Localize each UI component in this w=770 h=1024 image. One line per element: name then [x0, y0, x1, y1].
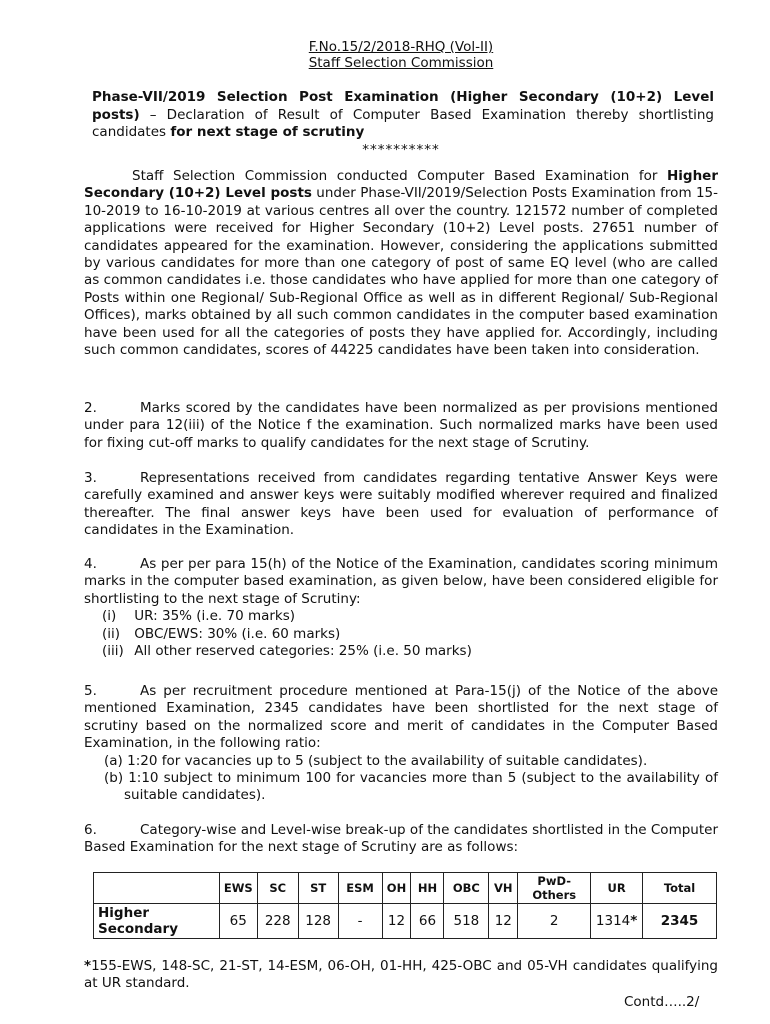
- continued-marker: Contd…..2/: [624, 994, 700, 1010]
- ur-value: 1314: [595, 913, 631, 929]
- para1-bold: Higher Secondary (10+2) Level posts: [84, 168, 718, 202]
- list-label: (b): [104, 770, 124, 787]
- file-number: F.No.15/2/2018-RHQ (Vol-II): [308, 39, 494, 55]
- table-header-cell: ST: [298, 873, 338, 904]
- subject-bold-end: for next stage of scrutiny: [170, 124, 365, 140]
- table-cell: 65: [219, 904, 257, 939]
- list-item: [84, 626, 718, 643]
- table-header-cell: ESM: [338, 873, 382, 904]
- list-item: [104, 770, 718, 805]
- table-header-cell: UR: [591, 873, 643, 904]
- paragraph-5: [84, 683, 718, 805]
- table-cell: 12: [382, 904, 411, 939]
- footnote-text: 155-EWS, 148-SC, 21-ST, 14-ESM, 06-OH, 01-HH, 425-OBC and 05-VH candidates qualifying at UR standard.: [84, 958, 718, 992]
- para5-text: As per recruitment procedure mentioned at Para-15(j) of the Notice of the above mentioned Examination, 2345 candidates have been shortlisted for the next stage of scrutiny based on the normalized score and merit of candidates in the Computer Based Examination, in the following ratio:: [84, 683, 718, 752]
- table-cell: 128: [298, 904, 338, 939]
- subject-normal: – Declaration of Result of Computer Based Examination thereby shortlisting candidates: [92, 106, 714, 140]
- para4-text: As per per para 15(h) of the Notice of the Examination, candidates scoring minimum marks in the computer based examination, as given below, have been considered eligible for shortlisting to the next stage of Scrutiny:: [84, 556, 718, 607]
- table-cell: 228: [257, 904, 298, 939]
- ur-asterisk: *: [630, 913, 638, 929]
- list-label: (a): [104, 752, 123, 769]
- separator-stars: **********: [362, 142, 440, 158]
- table-cell: 518: [444, 904, 489, 939]
- para3-text: Representations received from candidates regarding tentative Answer Keys were carefully examined and answer keys were suitably modified wherever required and finalized thereafter. The final answer keys have been used for evaluation of performance of candidates in the Examination.: [84, 470, 718, 539]
- list-item: [104, 753, 718, 770]
- row-label-line1: Higher: [98, 905, 150, 921]
- para1-text-a: Staff Selection Commission conducted Computer Based Examination for: [132, 168, 667, 184]
- table-header-cell: OBC: [444, 873, 489, 904]
- table-cell: 66: [411, 904, 444, 939]
- list-label: (iii): [102, 643, 124, 660]
- table-cell: 2: [518, 904, 591, 939]
- para1-text-c: under Phase-VII/2019/Selection Posts Examination from 15-10-2019 to 16-10-2019 at various centres all over the country. 121572 number of completed applications were received for Higher Secondary (10+2) Level posts. 27651 number of candidates appeared for the examination. However, considering the applications submitted by various candidates for more than one category of post of same EQ level (who are called as common candidates i.e. those candidates who have applied for more than one category of Posts within one Regional/ Sub-Regional Office as well as in different Regional/ Sub-Regional Offices), marks obtained by all such common candidates in the computer based examination have been used for all the categories of posts they have applied for. Accordingly, including such common candidates, scores of 44225 candidates have been taken into consideration.: [84, 185, 718, 359]
- paragraph-1: [84, 168, 718, 359]
- paragraph-6: [84, 822, 718, 857]
- para6-text: Category-wise and Level-wise break-up of the candidates shortlisted in the Computer Based Examination for the next stage of Scrutiny are as follows:: [84, 822, 718, 856]
- table-cell-ur: [591, 904, 643, 939]
- table-header-cell: OH: [382, 873, 411, 904]
- list-text: UR: 35% (i.e. 70 marks): [134, 608, 296, 625]
- table-cell-total: 2345: [643, 904, 717, 939]
- table-header-cell: VH: [489, 873, 518, 904]
- list-label: (i): [102, 608, 117, 625]
- subject-line: [92, 89, 714, 142]
- list-item: [84, 608, 718, 625]
- paragraph-2: [84, 400, 718, 452]
- table-row: [94, 904, 717, 939]
- table-header-cell: Total: [643, 873, 717, 904]
- table-header-cell: SC: [257, 873, 298, 904]
- row-label-line2: Secondary: [98, 921, 178, 937]
- cutoff-list: [84, 608, 718, 660]
- table-header-cell: EWS: [219, 873, 257, 904]
- list-text: 1:20 for vacancies up to 5 (subject to the availability of suitable candidates).: [127, 752, 648, 769]
- list-label: (ii): [102, 625, 121, 642]
- para6-number: 6.: [84, 822, 97, 838]
- para2-text: Marks scored by the candidates have been normalized as per provisions mentioned under para 12(iii) of the Notice f the examination. Such normalized marks have been used for fixing cut-off marks to qualify candidates for the next stage of Scrutiny.: [84, 400, 718, 451]
- table-header-cell: PwD-Others: [518, 873, 591, 904]
- table-cell: 12: [489, 904, 518, 939]
- paragraph-4: [84, 556, 718, 660]
- para3-number: 3.: [84, 470, 97, 486]
- table-header-cell: HH: [411, 873, 444, 904]
- list-text: All other reserved categories: 25% (i.e. 50 marks): [134, 643, 472, 660]
- footnote-star: *: [84, 958, 92, 974]
- list-text: 1:10 subject to minimum 100 for vacancies more than 5 (subject to the availability of suitable candidates).: [124, 770, 718, 804]
- row-label: [94, 904, 220, 939]
- organization-name: Staff Selection Commission: [308, 55, 494, 71]
- category-breakup-table: [93, 872, 717, 939]
- ratio-list: [84, 753, 718, 805]
- subject-bold: Phase-VII/2019 Selection Post Examination (Higher Secondary (10+2) Level posts): [92, 89, 714, 123]
- para2-number: 2.: [84, 400, 97, 416]
- footnote: [84, 958, 718, 993]
- table-header-row: [94, 873, 717, 904]
- para4-number: 4.: [84, 556, 97, 572]
- list-text: OBC/EWS: 30% (i.e. 60 marks): [134, 625, 341, 642]
- table-cell: -: [338, 904, 382, 939]
- list-item: [84, 643, 718, 660]
- paragraph-3: [84, 470, 718, 540]
- table-header-cell: [94, 873, 220, 904]
- para5-number: 5.: [84, 683, 97, 699]
